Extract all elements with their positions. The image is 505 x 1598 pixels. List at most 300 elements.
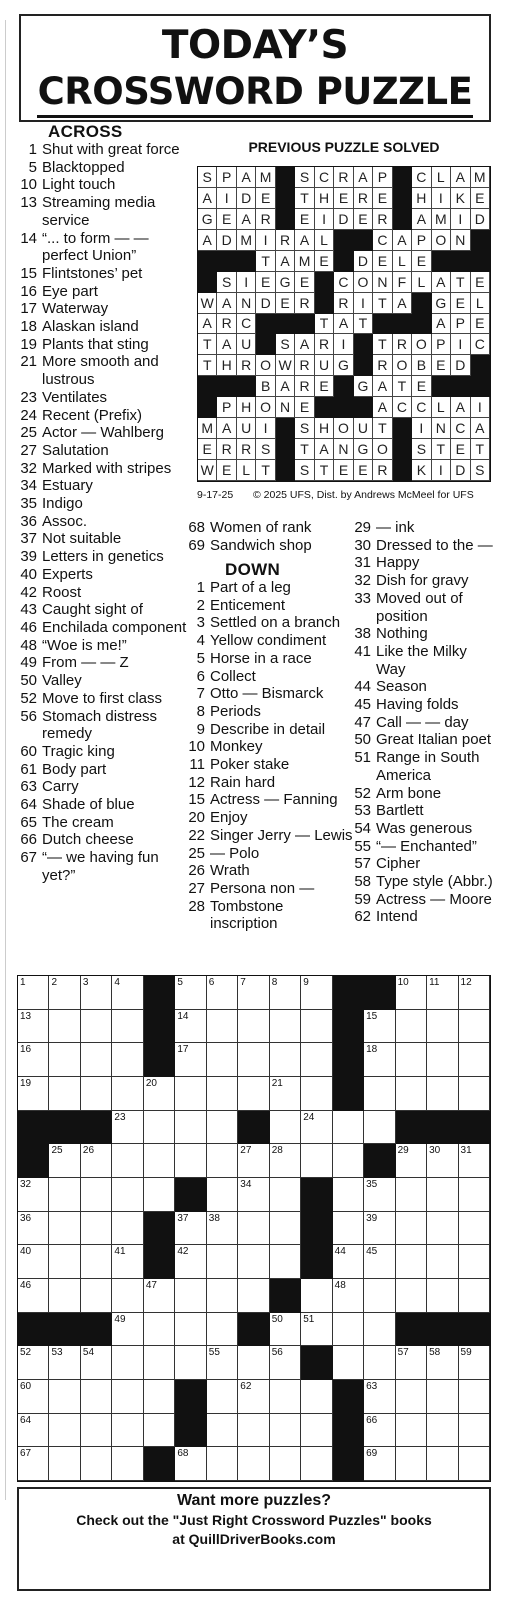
- solution-letter: E: [315, 376, 334, 397]
- previous-puzzle-solution-grid: [197, 166, 491, 482]
- grid-cell[interactable]: [459, 1447, 490, 1481]
- grid-black-square: [459, 1111, 490, 1145]
- grid-cell[interactable]: [175, 1144, 206, 1178]
- cell-number: 40: [20, 1246, 32, 1258]
- grid-cell[interactable]: [207, 1178, 238, 1212]
- grid-cell[interactable]: [112, 1380, 143, 1414]
- clue-number: 50: [354, 731, 371, 749]
- grid-cell[interactable]: [112, 1313, 143, 1347]
- clue-item: [349, 820, 499, 838]
- grid-cell[interactable]: [270, 1178, 301, 1212]
- grid-cell[interactable]: [144, 1111, 175, 1145]
- grid-cell[interactable]: [81, 1010, 112, 1044]
- grid-cell[interactable]: [301, 1010, 332, 1044]
- solution-black-square: [471, 251, 490, 272]
- solution-letter: H: [315, 418, 334, 439]
- grid-cell[interactable]: [207, 1279, 238, 1313]
- clue-item: [183, 668, 355, 686]
- clue-text: Singer Jerry — Lewis: [210, 826, 353, 844]
- grid-cell[interactable]: [270, 1043, 301, 1077]
- grid-cell[interactable]: [333, 1245, 364, 1279]
- grid-cell[interactable]: [427, 1178, 458, 1212]
- solution-letter: P: [373, 167, 392, 188]
- solution-letter: I: [412, 418, 431, 439]
- solution-letter: T: [354, 314, 373, 335]
- solution-letter: E: [334, 188, 353, 209]
- solution-letter: O: [354, 272, 373, 293]
- grid-cell[interactable]: [175, 976, 206, 1010]
- grid-cell[interactable]: [175, 1346, 206, 1380]
- solution-black-square: [334, 230, 353, 251]
- grid-cell[interactable]: [301, 1447, 332, 1481]
- grid-cell[interactable]: [81, 1279, 112, 1313]
- grid-cell[interactable]: [301, 1414, 332, 1448]
- grid-cell[interactable]: [18, 1414, 49, 1448]
- grid-cell[interactable]: [207, 976, 238, 1010]
- grid-cell[interactable]: [238, 1212, 269, 1246]
- grid-cell[interactable]: [301, 1313, 332, 1347]
- grid-cell[interactable]: [81, 1144, 112, 1178]
- cell-number: 28: [271, 1145, 283, 1157]
- grid-cell[interactable]: [364, 1178, 395, 1212]
- solution-letter: A: [471, 418, 490, 439]
- grid-cell[interactable]: [396, 1245, 427, 1279]
- solution-letter: T: [451, 272, 470, 293]
- clue-text: Waterway: [42, 300, 109, 318]
- solution-black-square: [354, 355, 373, 376]
- grid-cell[interactable]: [333, 1178, 364, 1212]
- clue-item: [15, 672, 190, 690]
- grid-cell[interactable]: [427, 1380, 458, 1414]
- solution-letter: E: [471, 314, 490, 335]
- grid-cell[interactable]: [301, 1077, 332, 1111]
- clue-number: 35: [20, 495, 37, 513]
- grid-cell[interactable]: [238, 1245, 269, 1279]
- grid-cell[interactable]: [427, 1279, 458, 1313]
- grid-cell[interactable]: [49, 1178, 80, 1212]
- grid-cell[interactable]: [364, 1043, 395, 1077]
- grid-cell[interactable]: [396, 1077, 427, 1111]
- grid-cell[interactable]: [459, 1346, 490, 1380]
- grid-cell[interactable]: [364, 1447, 395, 1481]
- grid-cell[interactable]: [144, 1380, 175, 1414]
- grid-cell[interactable]: [207, 1111, 238, 1145]
- grid-cell[interactable]: [364, 1111, 395, 1145]
- grid-cell[interactable]: [427, 1414, 458, 1448]
- grid-cell[interactable]: [112, 1447, 143, 1481]
- grid-cell[interactable]: [396, 1043, 427, 1077]
- solution-letter: C: [412, 397, 431, 418]
- grid-cell[interactable]: [18, 976, 49, 1010]
- solution-letter: A: [295, 334, 314, 355]
- grid-cell[interactable]: [49, 1043, 80, 1077]
- clue-text: Call — — day: [376, 713, 469, 731]
- clue-item: [349, 678, 499, 696]
- grid-cell[interactable]: [175, 1245, 206, 1279]
- grid-cell[interactable]: [396, 1279, 427, 1313]
- solution-black-square: [237, 251, 256, 272]
- solution-letter: D: [471, 209, 490, 230]
- cell-number: 15: [366, 1010, 378, 1022]
- clue-text: Poker stake: [210, 756, 290, 774]
- grid-cell[interactable]: [112, 1414, 143, 1448]
- grid-cell[interactable]: [81, 1380, 112, 1414]
- promo-link[interactable]: at QuillDriverBooks.com: [172, 1531, 336, 1547]
- grid-cell[interactable]: [18, 1043, 49, 1077]
- clue-text: Was generous: [376, 819, 473, 837]
- grid-cell[interactable]: [238, 976, 269, 1010]
- grid-black-square: [144, 1447, 175, 1481]
- grid-black-square: [18, 1313, 49, 1347]
- grid-black-square: [175, 1414, 206, 1448]
- grid-cell[interactable]: [18, 1279, 49, 1313]
- solution-letter: C: [393, 397, 412, 418]
- grid-cell[interactable]: [270, 976, 301, 1010]
- grid-cell[interactable]: [459, 1279, 490, 1313]
- grid-cell[interactable]: [144, 1414, 175, 1448]
- solution-letter: A: [432, 272, 451, 293]
- grid-cell[interactable]: [144, 1313, 175, 1347]
- clue-item: [15, 601, 190, 619]
- grid-cell[interactable]: [49, 976, 80, 1010]
- solution-letter: A: [373, 397, 392, 418]
- grid-cell[interactable]: [459, 1380, 490, 1414]
- grid-cell[interactable]: [364, 1212, 395, 1246]
- grid-cell[interactable]: [364, 1346, 395, 1380]
- grid-black-square: [238, 1111, 269, 1145]
- grid-cell[interactable]: [18, 1010, 49, 1044]
- grid-cell[interactable]: [112, 1178, 143, 1212]
- grid-cell[interactable]: [270, 1414, 301, 1448]
- grid-cell[interactable]: [18, 1212, 49, 1246]
- clue-item: [349, 519, 499, 537]
- grid-cell[interactable]: [49, 1144, 80, 1178]
- grid-cell[interactable]: [81, 1346, 112, 1380]
- grid-cell[interactable]: [301, 1279, 332, 1313]
- cell-number: 23: [114, 1111, 126, 1123]
- solution-letter: R: [295, 376, 314, 397]
- solution-black-square: [412, 314, 431, 335]
- clue-text: Actor — Wahlberg: [42, 424, 164, 442]
- solution-letter: R: [276, 230, 295, 251]
- grid-cell[interactable]: [207, 1043, 238, 1077]
- grid-cell[interactable]: [81, 1245, 112, 1279]
- grid-cell[interactable]: [207, 1313, 238, 1347]
- solution-letter: M: [295, 251, 314, 272]
- grid-cell[interactable]: [49, 1010, 80, 1044]
- solution-black-square: [198, 397, 217, 418]
- grid-cell[interactable]: [207, 1414, 238, 1448]
- grid-cell[interactable]: [270, 1144, 301, 1178]
- grid-cell[interactable]: [207, 1077, 238, 1111]
- clue-number: 36: [20, 512, 37, 530]
- grid-cell[interactable]: [270, 1245, 301, 1279]
- grid-cell[interactable]: [112, 1245, 143, 1279]
- grid-cell[interactable]: [396, 1212, 427, 1246]
- clue-text: Enjoy: [210, 809, 248, 827]
- grid-cell[interactable]: [270, 1380, 301, 1414]
- grid-cell[interactable]: [112, 1144, 143, 1178]
- cell-number: 21: [271, 1078, 283, 1089]
- grid-cell[interactable]: [18, 1245, 49, 1279]
- grid-cell[interactable]: [459, 976, 490, 1010]
- cell-number: 47: [145, 1280, 157, 1291]
- clue-text: Ventilates: [42, 388, 108, 406]
- solution-letter: M: [432, 209, 451, 230]
- grid-cell[interactable]: [81, 1212, 112, 1246]
- grid-cell[interactable]: [333, 1111, 364, 1145]
- solution-letter: T: [295, 188, 314, 209]
- grid-cell[interactable]: [81, 1414, 112, 1448]
- grid-cell[interactable]: [427, 1010, 458, 1044]
- solution-letter: O: [412, 334, 431, 355]
- grid-cell[interactable]: [238, 1380, 269, 1414]
- solution-letter: P: [412, 230, 431, 251]
- cell-number: 42: [177, 1246, 189, 1258]
- grid-cell[interactable]: [396, 1346, 427, 1380]
- grid-cell[interactable]: [396, 1447, 427, 1481]
- clue-item: [15, 690, 190, 708]
- cell-number: 57: [397, 1347, 409, 1359]
- solution-letter: R: [295, 355, 314, 376]
- clue-item: [15, 407, 190, 425]
- clue-text: Actress — Fanning: [210, 791, 338, 809]
- grid-cell[interactable]: [238, 1144, 269, 1178]
- grid-cell[interactable]: [459, 1245, 490, 1279]
- grid-cell[interactable]: [459, 1212, 490, 1246]
- grid-cell[interactable]: [364, 1414, 395, 1448]
- title-banner: [19, 14, 491, 122]
- grid-cell[interactable]: [49, 1279, 80, 1313]
- solution-letter: O: [393, 355, 412, 376]
- grid-cell[interactable]: [175, 1111, 206, 1145]
- clue-text: Estuary: [42, 477, 93, 495]
- grid-cell[interactable]: [427, 1212, 458, 1246]
- grid-cell[interactable]: [301, 1380, 332, 1414]
- grid-cell[interactable]: [364, 1313, 395, 1347]
- grid-cell[interactable]: [49, 1077, 80, 1111]
- grid-cell[interactable]: [333, 1279, 364, 1313]
- clue-item: [15, 265, 190, 283]
- solution-letter: N: [432, 418, 451, 439]
- grid-cell[interactable]: [396, 1010, 427, 1044]
- grid-cell[interactable]: [112, 1212, 143, 1246]
- grid-cell[interactable]: [18, 1346, 49, 1380]
- solution-letter: T: [256, 251, 275, 272]
- grid-cell[interactable]: [364, 1245, 395, 1279]
- grid-cell[interactable]: [427, 1245, 458, 1279]
- grid-cell[interactable]: [333, 1212, 364, 1246]
- grid-cell[interactable]: [49, 1212, 80, 1246]
- grid-cell[interactable]: [427, 1043, 458, 1077]
- clue-number: 6: [196, 667, 205, 685]
- grid-cell[interactable]: [459, 1077, 490, 1111]
- grid-cell[interactable]: [144, 1346, 175, 1380]
- cell-number: 26: [82, 1145, 95, 1157]
- grid-cell[interactable]: [333, 1313, 364, 1347]
- solution-letter: R: [373, 460, 392, 481]
- grid-cell[interactable]: [207, 1346, 238, 1380]
- grid-black-square: [427, 1313, 458, 1347]
- grid-cell[interactable]: [49, 1245, 80, 1279]
- solution-letter: H: [237, 397, 256, 418]
- grid-cell[interactable]: [396, 1144, 427, 1178]
- grid-cell[interactable]: [270, 1010, 301, 1044]
- grid-cell[interactable]: [270, 1346, 301, 1380]
- grid-cell[interactable]: [207, 1447, 238, 1481]
- grid-cell[interactable]: [49, 1447, 80, 1481]
- clue-number: 66: [20, 831, 37, 849]
- grid-cell[interactable]: [18, 1447, 49, 1481]
- grid-black-square: [18, 1144, 49, 1178]
- clue-item: [15, 778, 190, 796]
- grid-cell[interactable]: [301, 1144, 332, 1178]
- grid-cell[interactable]: [207, 1380, 238, 1414]
- grid-cell[interactable]: [396, 976, 427, 1010]
- grid-cell[interactable]: [238, 1010, 269, 1044]
- grid-cell[interactable]: [18, 1380, 49, 1414]
- grid-cell[interactable]: [81, 1178, 112, 1212]
- solution-letter: D: [451, 355, 470, 376]
- grid-black-square: [81, 1313, 112, 1347]
- clue-text: Settled on a branch: [210, 614, 341, 632]
- clue-number: 27: [20, 441, 37, 459]
- clue-item: [15, 159, 190, 177]
- grid-cell[interactable]: [238, 1414, 269, 1448]
- clue-item: [349, 785, 499, 803]
- clue-item: [15, 194, 190, 229]
- solution-letter: N: [334, 439, 353, 460]
- grid-cell[interactable]: [144, 1279, 175, 1313]
- grid-cell[interactable]: [459, 1414, 490, 1448]
- clue-text: Like the Milky Way: [376, 642, 467, 678]
- grid-cell[interactable]: [270, 1077, 301, 1111]
- grid-cell[interactable]: [175, 1313, 206, 1347]
- grid-cell[interactable]: [81, 1043, 112, 1077]
- grid-cell[interactable]: [18, 1178, 49, 1212]
- grid-cell[interactable]: [427, 1144, 458, 1178]
- grid-cell[interactable]: [396, 1178, 427, 1212]
- grid-cell[interactable]: [175, 1279, 206, 1313]
- grid-cell[interactable]: [81, 1077, 112, 1111]
- grid-cell[interactable]: [238, 1043, 269, 1077]
- grid-cell[interactable]: [144, 1144, 175, 1178]
- grid-cell[interactable]: [175, 1212, 206, 1246]
- grid-cell[interactable]: [238, 1279, 269, 1313]
- cell-number: 35: [366, 1179, 378, 1190]
- grid-cell[interactable]: [207, 1010, 238, 1044]
- grid-cell[interactable]: [333, 1144, 364, 1178]
- solution-letter: E: [471, 188, 490, 209]
- solution-letter: T: [373, 418, 392, 439]
- grid-cell[interactable]: [144, 1077, 175, 1111]
- grid-cell[interactable]: [427, 976, 458, 1010]
- grid-cell[interactable]: [175, 1010, 206, 1044]
- grid-cell[interactable]: [459, 1043, 490, 1077]
- grid-cell[interactable]: [270, 1313, 301, 1347]
- previous-puzzle-heading: PREVIOUS PUZZLE SOLVED: [248, 139, 440, 155]
- grid-cell[interactable]: [144, 1178, 175, 1212]
- grid-cell[interactable]: [81, 1447, 112, 1481]
- grid-cell[interactable]: [175, 1447, 206, 1481]
- grid-cell[interactable]: [270, 1111, 301, 1145]
- grid-cell[interactable]: [175, 1077, 206, 1111]
- grid-cell[interactable]: [49, 1380, 80, 1414]
- grid-black-square: [333, 1380, 364, 1414]
- grid-cell[interactable]: [301, 976, 332, 1010]
- grid-cell[interactable]: [459, 1178, 490, 1212]
- grid-cell[interactable]: [112, 1346, 143, 1380]
- grid-cell[interactable]: [112, 1111, 143, 1145]
- solution-letter: E: [412, 251, 431, 272]
- grid-cell[interactable]: [238, 1447, 269, 1481]
- solution-letter: E: [295, 397, 314, 418]
- clue-text: Cipher: [376, 855, 421, 873]
- grid-cell[interactable]: [18, 1077, 49, 1111]
- clue-item: [183, 703, 355, 721]
- solution-black-square: [393, 167, 412, 188]
- grid-cell[interactable]: [112, 1043, 143, 1077]
- grid-cell[interactable]: [175, 1043, 206, 1077]
- grid-cell[interactable]: [238, 1178, 269, 1212]
- grid-cell[interactable]: [427, 1077, 458, 1111]
- solution-letter: E: [354, 209, 373, 230]
- grid-cell[interactable]: [427, 1447, 458, 1481]
- clue-number: 1: [196, 579, 205, 596]
- grid-cell[interactable]: [112, 1279, 143, 1313]
- grid-cell[interactable]: [396, 1380, 427, 1414]
- grid-cell[interactable]: [396, 1414, 427, 1448]
- grid-cell[interactable]: [49, 1414, 80, 1448]
- clue-number: 65: [20, 813, 37, 831]
- grid-cell[interactable]: [270, 1447, 301, 1481]
- grid-cell[interactable]: [364, 1077, 395, 1111]
- grid-cell[interactable]: [333, 1346, 364, 1380]
- grid-cell[interactable]: [49, 1346, 80, 1380]
- grid-cell[interactable]: [112, 1077, 143, 1111]
- grid-cell[interactable]: [459, 1144, 490, 1178]
- grid-cell[interactable]: [427, 1346, 458, 1380]
- solution-letter: G: [432, 293, 451, 314]
- clue-number: 49: [20, 654, 37, 672]
- clue-number: 61: [20, 760, 37, 778]
- grid-cell[interactable]: [207, 1144, 238, 1178]
- grid-cell[interactable]: [364, 1010, 395, 1044]
- solution-letter: M: [198, 418, 217, 439]
- grid-cell[interactable]: [459, 1010, 490, 1044]
- grid-cell[interactable]: [207, 1245, 238, 1279]
- grid-cell[interactable]: [112, 1010, 143, 1044]
- grid-cell[interactable]: [238, 1077, 269, 1111]
- cell-number: 13: [20, 1010, 32, 1022]
- copyright-notice: © 2025 UFS, Dist. by Andrews McMeel for UFS: [253, 489, 474, 501]
- solution-black-square: [471, 376, 490, 397]
- grid-cell[interactable]: [301, 1043, 332, 1077]
- grid-cell[interactable]: [81, 976, 112, 1010]
- clue-number: 15: [20, 264, 37, 282]
- grid-cell[interactable]: [301, 1111, 332, 1145]
- grid-cell[interactable]: [238, 1346, 269, 1380]
- grid-black-square: [301, 1212, 332, 1246]
- grid-cell[interactable]: [364, 1380, 395, 1414]
- solution-letter: I: [451, 334, 470, 355]
- cell-number: 66: [366, 1414, 378, 1426]
- clue-number: 12: [188, 773, 205, 791]
- grid-cell[interactable]: [364, 1279, 395, 1313]
- grid-cell[interactable]: [270, 1212, 301, 1246]
- grid-cell[interactable]: [207, 1212, 238, 1246]
- grid-cell[interactable]: [112, 976, 143, 1010]
